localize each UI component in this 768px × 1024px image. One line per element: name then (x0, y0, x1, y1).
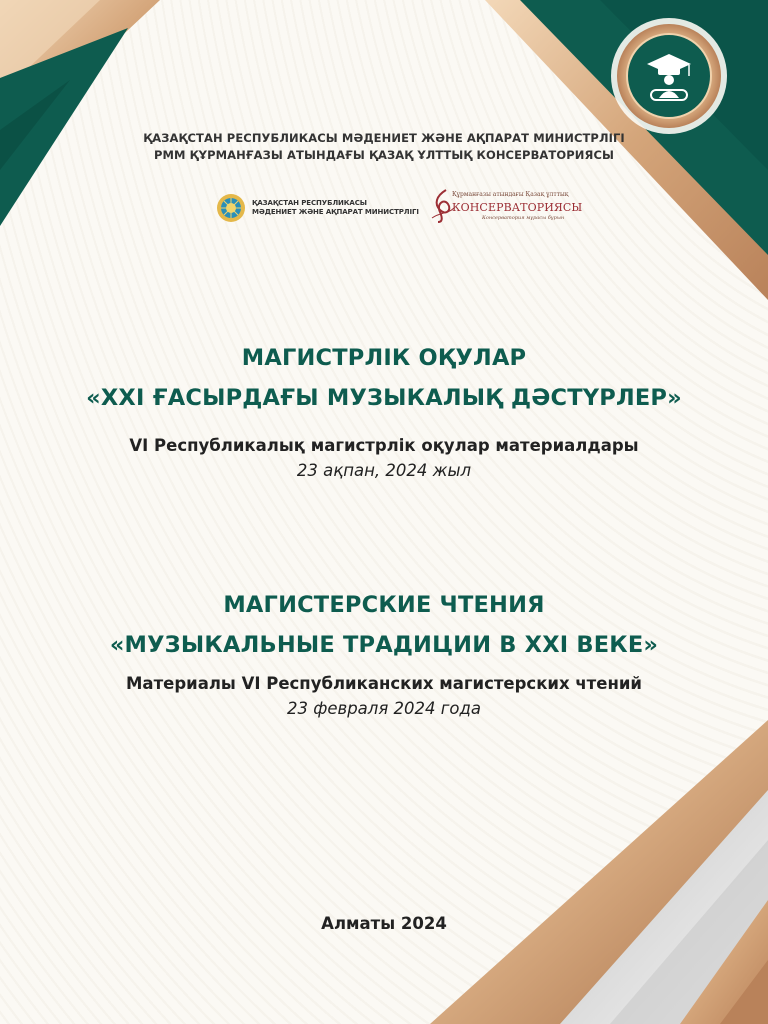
ministry-line-1: ҚАЗАҚСТАН РЕСПУБЛИКАСЫ МӘДЕНИЕТ ЖӘНЕ АҚПАРАТ МИНИСТРЛІГІ (143, 131, 625, 145)
russian-date: 23 февраля 2024 года (286, 699, 482, 718)
conservatory-logo-name: КОНСЕРВАТОРИЯСЫ (452, 201, 583, 214)
russian-title-line-1: МАГИСТЕРСКИЕ ЧТЕНИЯ (223, 592, 545, 618)
kazakh-subtitle: VI Республикалық магистрлік оқулар материалдары (129, 436, 639, 455)
kazakh-title (0, 338, 768, 418)
conservatory-logo-top: Құрманғазы атындағы Қазақ ұлттық (452, 191, 569, 198)
ministry-logo-line-1: ҚАЗАҚСТАН РЕСПУБЛИКАСЫ (252, 199, 367, 207)
russian-title (0, 585, 768, 665)
russian-title-line-2: «МУЗЫКАЛЬНЫЕ ТРАДИЦИИ В XXI ВЕКЕ» (109, 632, 659, 658)
conservatory-logo (430, 188, 583, 224)
kazakh-date: 23 ақпан, 2024 жыл (296, 461, 472, 480)
graduate-cap-diploma-icon (639, 50, 699, 106)
kazakh-title-line-1: МАГИСТРЛІК ОҚУЛАР (241, 345, 527, 371)
ministry-logo (216, 193, 419, 223)
ministry-line-2: РММ ҚҰРМАНҒАЗЫ АТЫНДАҒЫ ҚАЗАҚ ҰЛТТЫҚ КОНСЕРВАТОРИЯСЫ (153, 148, 615, 162)
kazakhstan-emblem-icon (216, 193, 246, 223)
ministry-header (0, 130, 768, 164)
ministry-logo-line-2: МӘДЕНИЕТ ЖӘНЕ АҚПАРАТ МИНИСТРЛІГІ (252, 208, 419, 216)
kazakh-title-line-2: «XXI ҒАСЫРДАҒЫ МУЗЫКАЛЫҚ ДӘСТҮРЛЕР» (86, 385, 682, 411)
city-year: Алматы 2024 (321, 914, 447, 933)
russian-subtitle: Материалы VI Республиканских магистерских чтений (126, 674, 642, 693)
conservatory-logo-bottom: Консерватория мұрасы бұрын (482, 215, 565, 221)
